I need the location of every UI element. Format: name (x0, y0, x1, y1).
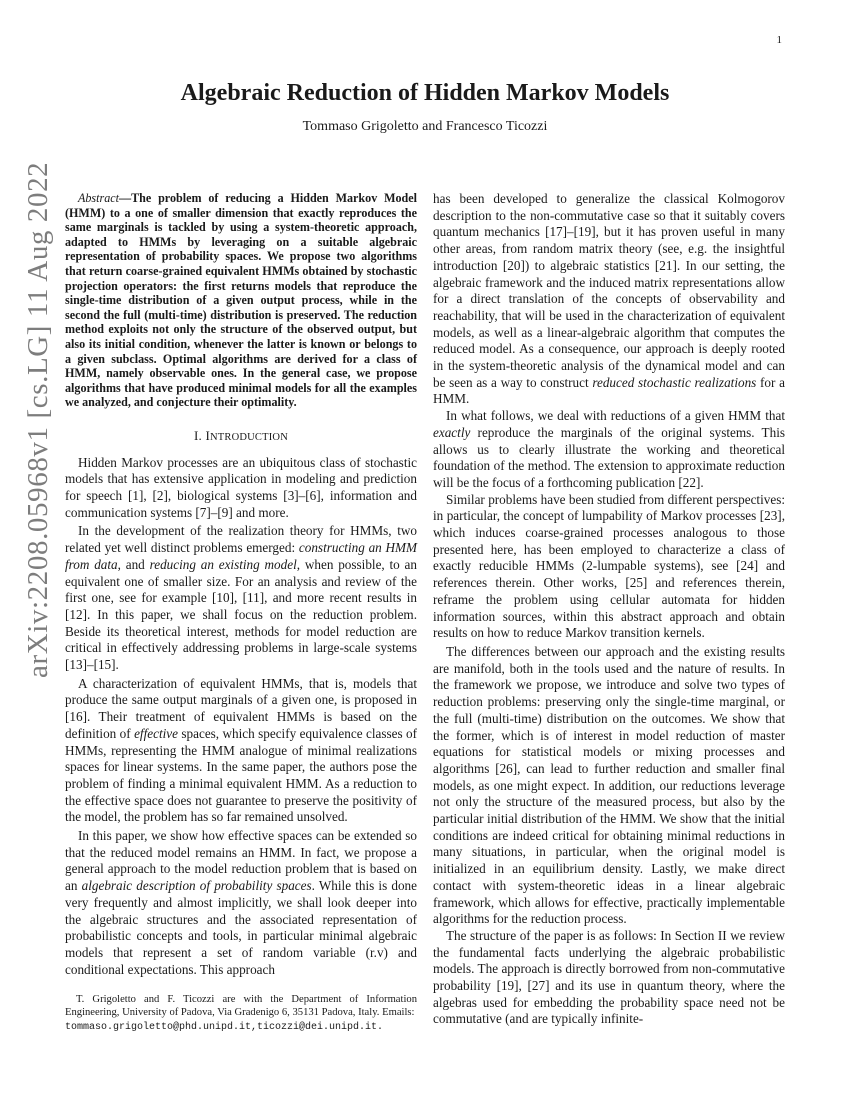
paragraph: Similar problems have been studied from different perspectives: in particular, the concept of lumpability of Markov processes [23], which induces coarse-grained processes analogous to those presented here, has been employed to characterize a class of exactly reducible HMMs (2-lumpable systems), see [24] and references therein. Other works, [25] and references therein, reframe the problem using cellular automata for hidden information sources, within this abstract approach and obtain results on how to reduce Markov transition kernels. (433, 491, 785, 641)
paragraph-text: . While this is done very frequently and almost implicitly, we shall look deeper into the algebraic structures and the associated representation of probabilistic concepts and tools, in particular minimal algebraic models that represent a set of random variable (r.v) and conditional expectations. This approach (65, 878, 418, 977)
paragraph (65, 828, 417, 978)
paragraph-text: In what follows, we deal with reductions of a given HMM that (446, 408, 785, 424)
abstract-text: —The problem of reducing a Hidden Markov Model (HMM) to a one of smaller dimension that exactly reproduces the same marginals is tackled by using a system-theoretic approach, adapted to HMMs by leveraging on a suitable algebraic representation of probability spaces. We propose two algorithms that return coarse-grained equivalent HMMs obtained by stochastic projection operators: the first returns models that reproduce the single-time distribution of a given output process, while in the second the full (multi-time) distribution is preserved. The reduction method exploits not only the structure of the observed output, but also its initial condition, whenever the latter is known or belongs to a given subclass. Optimal algorithms are derived for a class of HMM, namely observable ones. In the general case, we propose algorithms that have produced minimal models for all the examples we analyzed, and conjecture their optimality. (65, 191, 417, 410)
paragraph-text: Hidden Markov processes are an ubiquitous class of stochastic models that has extensive application in modeling and prediction for speech [1], [2], biological systems [3]–[6], information and communication systems [7]–[9] and more. (65, 454, 417, 520)
paragraph-text: , when possible, to an equivalent one of smaller size. For an analysis and review of the first one, see for example [10], [11], and more recent results in [12]. In this paper, we shall focus on the reduction problem. Beside its theoretical interest, methods for model reduction are critical in effectively addressing problems in large-scale systems [13]–[15]. (65, 556, 417, 673)
section-numeral: I. (194, 427, 202, 443)
page-number: 1 (776, 34, 782, 46)
paragraph-text: spaces, which specify equivalence classes of HMMs, representing the HMM analogue of minimal realizations spaces for linear systems. In the same paper, the authors pose the problem of finding a minimal equivalent HMM. As a reduction to the effective space does not guarantee to preserve the positivity of the model, the problem has so far remained unsolved. (65, 725, 417, 825)
paragraph-text: A characterization of equivalent HMMs, that is, models that produce the same output marginals of a given one, is proposed in [16]. Their treatment of equivalent HMMs is based on the definition of (65, 675, 417, 741)
paragraph-text: reproduce the marginals of the original systems. This allows us to clearly illustrate the working and theoretical foundation of the method. The extension to approximate reduction will be the focus of a forthcoming publication [22]. (433, 424, 785, 490)
paragraph-text: In this paper, we show how effective spaces can be extended so that the reduced model remains an HMM. In fact, we propose a general approach to the model reduction problem that is based on an (65, 828, 417, 894)
emphasis-text: effective (134, 725, 178, 741)
paragraph (433, 408, 785, 492)
paragraph-text: In the development of the realization theory for HMMs, two related yet well distinct problems emerged: (65, 523, 417, 556)
paragraph (433, 191, 785, 408)
paragraph (65, 676, 417, 826)
paragraph: The structure of the paper is as follows: In Section II we review the fundamental facts underlying the algebraic probabilistic models. The approach is directly borrowed from non-commutative probability [19], [27] and its use in quantum theory, where the algebras used for embedding the probability space need not be commutative (and are typically infinite- (433, 927, 785, 1027)
paragraph (65, 455, 417, 522)
footnote-emails: tommaso.grigoletto@phd.unipd.it,ticozzi@dei.unipd.it. (65, 1021, 384, 1033)
emphasis-text: algebraic description of probability spaces (81, 878, 312, 894)
paragraph-text: for a HMM. (433, 374, 785, 407)
paragraph: The differences between our approach and the existing results are manifold, both in the tools used and the nature of results. In the framework we propose, we introduce and solve two types of reduction problems: preserving only the single-time marginal, or the full (multi-time) distribution on the outcomes. We show that the former, which is of interest in model reduction of master equations for statistical models or mixing processes and algorithms [26], can lead to further reduction and smaller final models, as one might expect. In addition, our reductions leverage not only the structure of the measured process, but also by the particular initial distribution of the HMM. We show that the initial conditions are indeed critical for obtaining minimal reductions in many situations, in particular, when the original model is initialized in an equilibrium density. Lastly, we make direct contact with system-theoretic ideas in a linear algebraic framework, which allows for effective, practically implementable algorithms for the reduction process. (433, 643, 785, 927)
section-title-initial: I (205, 427, 210, 443)
arxiv-identifier-stamp: arXiv:2208.05968v1 [cs.LG] 11 Aug 2022 (22, 161, 54, 678)
right-column (433, 191, 785, 1028)
paper-title: Algebraic Reduction of Hidden Markov Models (180, 80, 670, 106)
left-column (65, 191, 417, 978)
footnote-text: T. Grigoletto and F. Ticozzi are with the Department of Information Engineering, University of Padova, Via Gradenigo 6, 35131 Padova, Italy. Emails: (65, 994, 417, 1019)
paragraph-text: has been developed to generalize the classical Kolmogorov description to the non-commutative case so that it suitably covers quantum mechanics [17]–[19], but it has proven useful in many other areas, from random matrix theory (see, e.g. the insightful introduction [20]) to algebraic statistics [21]. In our setting, the algebraic framework and the induced matrix representations allow for a direct translation of the concepts of observability and reachability, that will be used in the characterization of equivalent models, as well as a linear-algebraic algorithm that computes the reduced model. As a consequence, our approach is deeply rooted in the system-theoretic analysis of the dynamical model and can be seen as a way to construct (433, 191, 785, 390)
paragraph (65, 523, 417, 673)
abstract-label: Abstract (78, 191, 119, 205)
emphasis-text: exactly (433, 424, 471, 440)
paragraph-text: , and (117, 556, 150, 572)
section-title-rest: NTRODUCTION (209, 431, 288, 443)
emphasis-text: reduced stochastic realizations (592, 374, 757, 390)
emphasis-text: constructing an HMM from data (65, 540, 417, 572)
footnote (65, 993, 417, 1034)
emphasis-text: reducing an existing model (149, 556, 297, 572)
section-heading-introduction (65, 428, 417, 447)
abstract (65, 191, 417, 410)
paper-authors: Tommaso Grigoletto and Francesco Ticozzi (302, 119, 548, 134)
